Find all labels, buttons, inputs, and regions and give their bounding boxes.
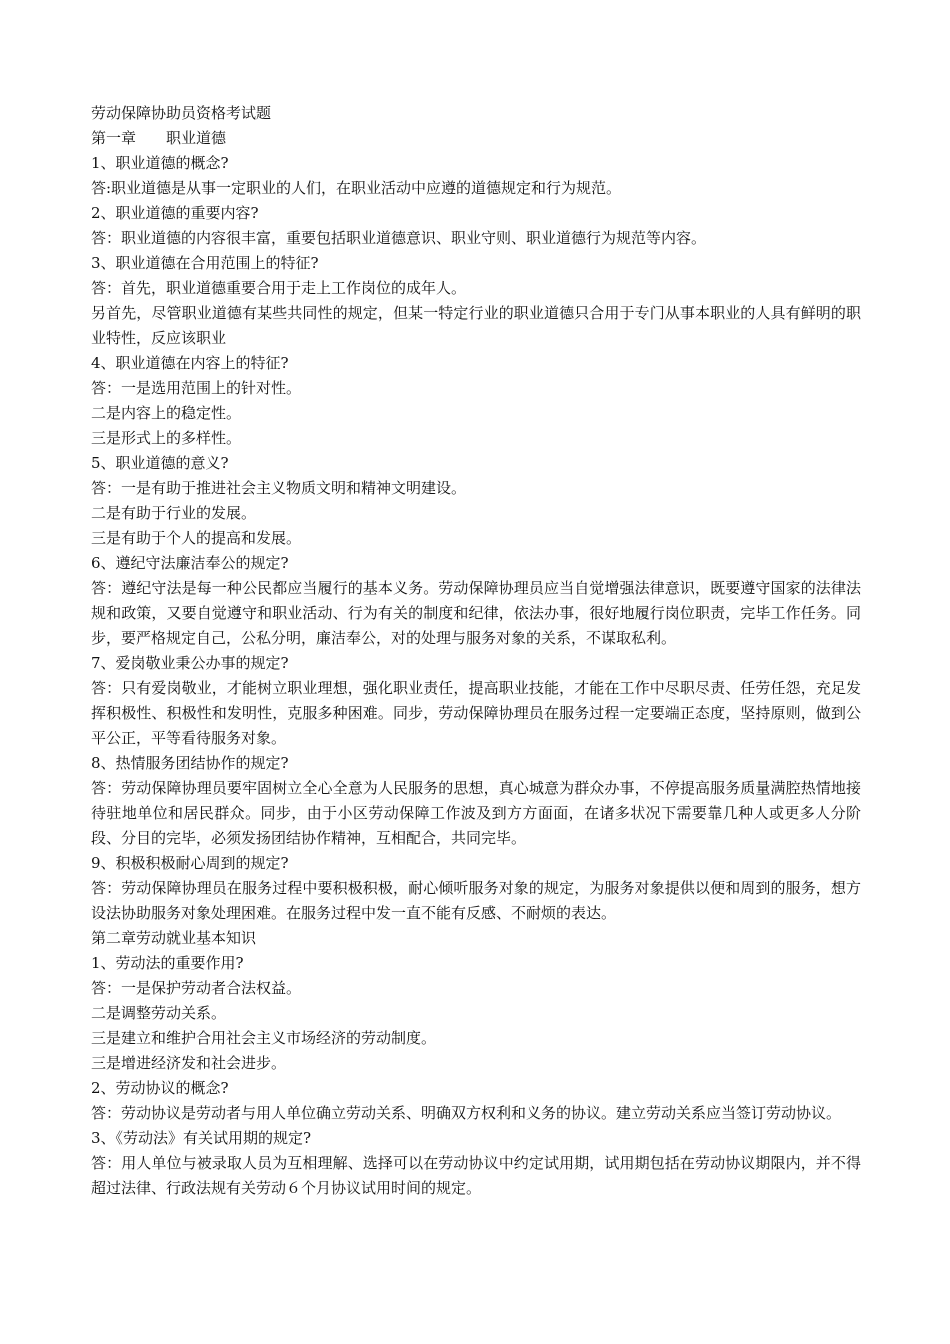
- answer: 答：劳动协议是劳动者与用人单位确立劳动关系、明确双方权利和义务的协议。建立劳动关系应当签订劳动协议。: [91, 1104, 842, 1122]
- question: 6、遵纪守法廉洁奉公的规定?: [91, 554, 289, 572]
- question: 2、劳动协议的概念?: [91, 1079, 229, 1097]
- document-page: [91, 101, 861, 1201]
- answer: 答：一是保护劳动者合法权益。: [91, 979, 302, 997]
- question: 8、热情服务团结协作的规定?: [91, 754, 289, 772]
- answer: 答:职业道德是从事一定职业的人们，在职业活动中应遵的道德规定和行为规范。: [91, 179, 622, 197]
- answer-continued: 三是建立和维护合用社会主义市场经济的劳动制度。: [91, 1029, 437, 1047]
- answer: 答：遵纪守法是每一种公民都应当履行的基本义务。劳动保障协理员应当自觉增强法律意识，既要遵守国家的法律法规和政策，又要自觉遵守和职业活动、行为有关的制度和纪律，依法办事，很好地履行岗位职责，完毕工作任务。同步，要严格规定自己，公私分明，廉洁奉公，对的处理与服务对象的关系，不谋取私利。: [91, 579, 861, 647]
- answer: 答：一是有助于推进社会主义物质文明和精神文明建设。: [91, 479, 467, 497]
- chapter-heading: 第二章劳动就业基本知识: [91, 929, 257, 947]
- question: 7、爱岗敬业秉公办事的规定?: [91, 654, 289, 672]
- question: 1、职业道德的概念?: [91, 154, 229, 172]
- answer: 答：劳动保障协理员要牢固树立全心全意为人民服务的思想，真心城意为群众办事，不停提高服务质量满腔热情地接待驻地单位和居民群众。同步，由于小区劳动保障工作波及到方方面面，在诸多状况下需要靠几种人或更多人分阶段、分目的完毕，必须发扬团结协作精神，互相配合，共同完毕。: [91, 779, 861, 847]
- document-title: 劳动保障协助员资格考试题: [91, 104, 272, 122]
- answer-continued: 三是有助于个人的提高和发展。: [91, 529, 302, 547]
- answer-continued: 二是有助于行业的发展。: [91, 504, 257, 522]
- answer-continued: 二是调整劳动关系。: [91, 1004, 227, 1022]
- answer: 答：一是选用范围上的针对性。: [91, 379, 302, 397]
- question: 5、职业道德的意义?: [91, 454, 229, 472]
- answer: 答：首先，职业道德重要合用于走上工作岗位的成年人。: [91, 279, 467, 297]
- answer: 答：只有爱岗敬业，才能树立职业理想，强化职业责任，提高职业技能，才能在工作中尽职尽责、任劳任怨，充足发挥积极性、积极性和发明性，克服多种困难。同步，劳动保障协理员在服务过程一定要端正态度，坚持原则，做到公平公正，平等看待服务对象。: [91, 679, 861, 747]
- question: 4、职业道德在内容上的特征?: [91, 354, 289, 372]
- question: 2、职业道德的重要内容?: [91, 204, 259, 222]
- answer-continued: 三是增进经济发和社会进步。: [91, 1054, 287, 1072]
- answer-continued: 二是内容上的稳定性。: [91, 404, 242, 422]
- question: 1、劳动法的重要作用?: [91, 954, 244, 972]
- answer: 答：劳动保障协理员在服务过程中要积极积极，耐心倾听服务对象的规定，为服务对象提供以便和周到的服务，想方设法协助服务对象处理困难。在服务过程中发一直不能有反感、不耐烦的表达。: [91, 879, 861, 922]
- question: 9、积极积极耐心周到的规定?: [91, 854, 289, 872]
- answer-continued: 另首先，尽管职业道德有某些共同性的规定，但某一特定行业的职业道德只合用于专门从事本职业的人具有鲜明的职业特性，反应该职业: [91, 304, 861, 347]
- answer: 答：职业道德的内容很丰富，重要包括职业道德意识、职业守则、职业道德行为规范等内容。: [91, 229, 707, 247]
- chapter-heading: 第一章 职业道德: [91, 129, 227, 147]
- answer: 答：用人单位与被录取人员为互相理解、选择可以在劳动协议中约定试用期，试用期包括在劳动协议期限内，并不得超过法律、行政法规有关劳动６个月协议试用时间的规定。: [91, 1154, 861, 1197]
- answer-continued: 三是形式上的多样性。: [91, 429, 242, 447]
- question: 3、《劳动法》有关试用期的规定?: [91, 1129, 312, 1147]
- question: 3、职业道德在合用范围上的特征?: [91, 254, 319, 272]
